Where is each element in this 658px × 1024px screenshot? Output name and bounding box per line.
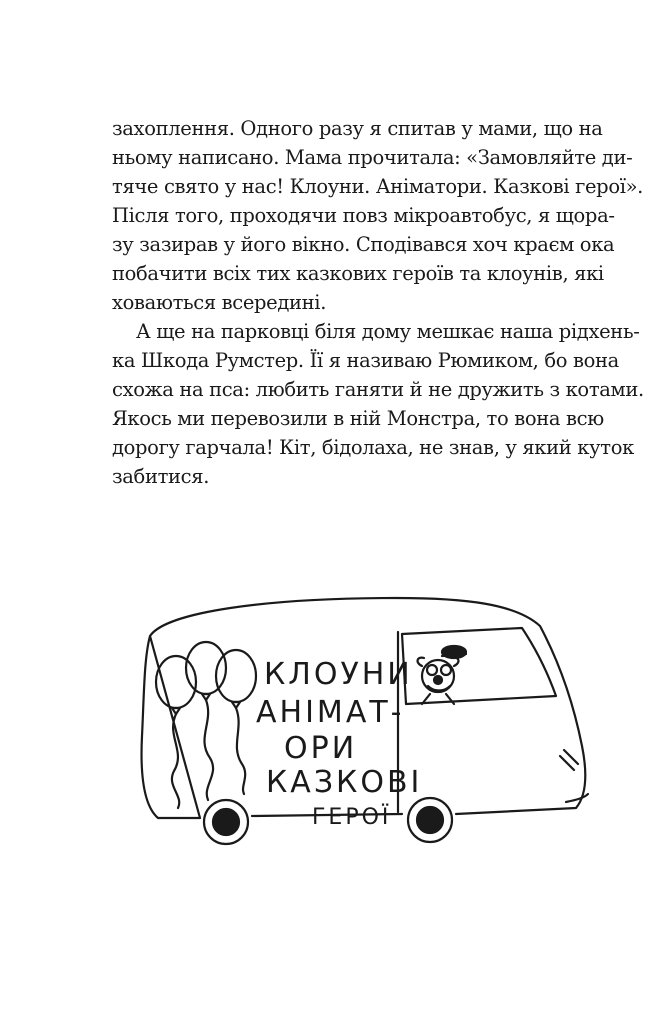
text-line: Якось ми перевозили в ній Монстра, то вона всю bbox=[112, 407, 604, 430]
text-line: схожа на пса: любить ганяти й не дружить з котами. bbox=[112, 378, 644, 401]
text-line: захоплення. Одного разу я спитав у мами, що на bbox=[112, 117, 603, 140]
text-line: ка Шкода Румстер. Її я називаю Рюмиком, бо вона bbox=[112, 349, 619, 372]
text-line: забитися. bbox=[112, 465, 210, 488]
text-line: Після того, проходячи повз мікроавтобус, я щора- bbox=[112, 204, 615, 227]
van-text-line: ОРИ bbox=[284, 731, 358, 766]
body-text bbox=[112, 114, 644, 491]
van-text-line: АНІМАТ- bbox=[256, 695, 405, 730]
text-line: ховаються всередині. bbox=[112, 291, 327, 314]
text-line: побачити всіх тих казкових героїв та клоунів, які bbox=[112, 262, 604, 285]
clown-icon bbox=[418, 646, 466, 704]
text-line: ньому написано. Мама прочитала: «Замовляйте ди- bbox=[112, 146, 633, 169]
balloon-icon bbox=[156, 642, 256, 808]
paragraph-2 bbox=[112, 317, 644, 491]
paragraph-1 bbox=[112, 114, 644, 317]
van-illustration bbox=[136, 586, 596, 846]
van-text-line: КЛОУНИ bbox=[264, 657, 413, 692]
van-text-line: КАЗКОВІ bbox=[266, 765, 423, 800]
text-line: зу зазирав у його вікно. Сподівався хоч краєм ока bbox=[112, 233, 615, 256]
text-line: тяче свято у нас! Клоуни. Аніматори. Казкові герої». bbox=[112, 175, 644, 198]
text-line: А ще на парковці біля дому мешкає наша рідхень- bbox=[136, 320, 640, 343]
text-line: дорогу гарчала! Кіт, бідолаха, не знав, у який куток bbox=[112, 436, 634, 459]
van-text-line: ГЕРОЇ bbox=[312, 805, 392, 830]
